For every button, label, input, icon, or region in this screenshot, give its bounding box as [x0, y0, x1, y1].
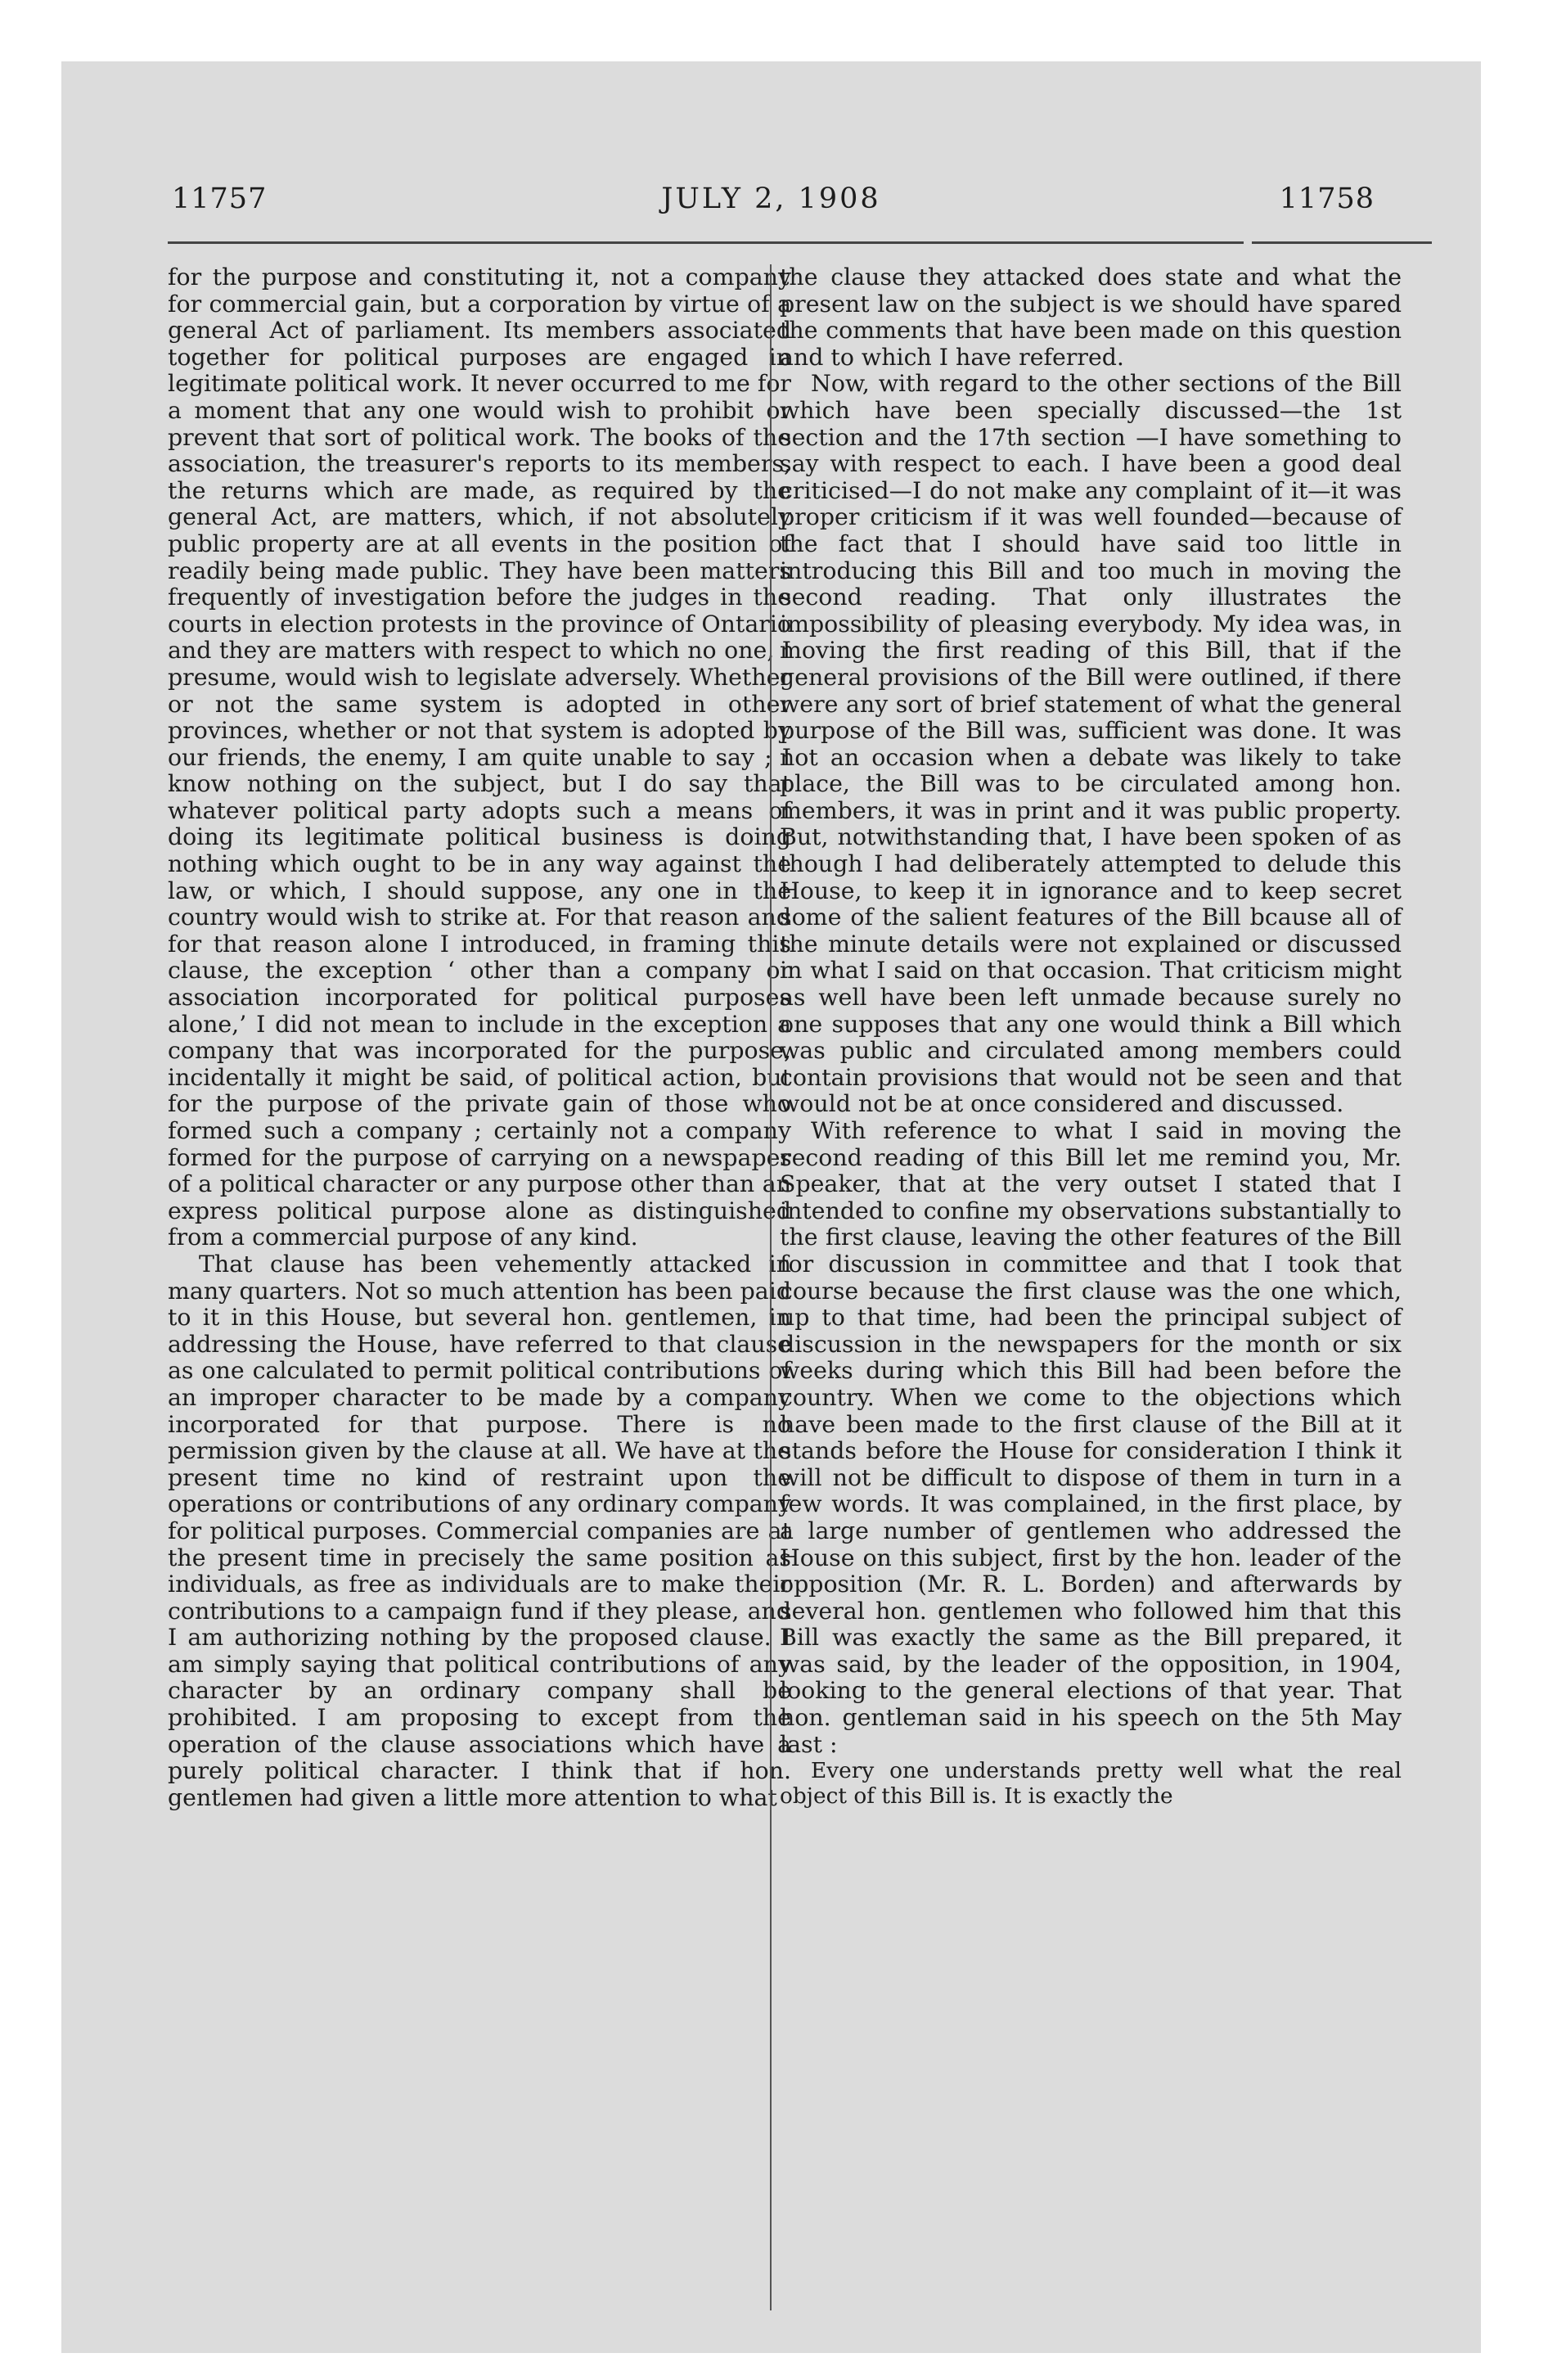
right-paragraph-3: With reference to what I said in moving the second reading of this Bill let me remind you, Mr. Speaker, that at the very outset I stated that I intended to confine my observations substantially to the first clause, leaving the other features of the Bill for discussion in committee and that I took that course because the first clause was the one which, up to that time, had been the principal subject of discussion in the newspapers for the month or six weeks during which this Bill had been before the country. When we come to the objections which have been made to the first clause of the Bill at it stands before the House for consideration I think it will not be difficult to dispose of them in turn in a few words. It was complained, in the first place, by a large number of gentlemen who addressed the House on this subject, first by the hon. leader of the opposition (Mr. R. L. Borden) and afterwards by several hon. gentlemen who followed him that this Bill was exactly the same as the Bill prepared, it was said, by the leader of the opposition, in 1904, looking to the general elections of that year. That hon. gentleman said in his speech on the 5th May last : — [780, 1117, 1402, 1758]
document-page — [61, 61, 1481, 2353]
right-column — [780, 264, 1402, 1809]
left-paragraph-2: That clause has been vehemently attacked in many quarters. Not so much attention has been paid to it in this House, but several hon. gentlemen, in addressing the House, have referred to that clause as one calculated to permit political contributions of an improper character to be made by a company incorporated for that purpose. There is no permission given by the clause at all. We have at the present time no kind of restraint upon the operations or contributions of any ordinary company for political purposes. Commercial companies are at the present time in precisely the same position as individuals, as free as individuals are to make their contributions to a campaign fund if they please, and I am authorizing nothing by the proposed clause. I am simply saying that political contributions of any character by an ordinary company shall be prohibited. I am proposing to except from the operation of the clause associations which have a purely political character. I think that if hon. gentlemen had given a little more attention to what — [168, 1250, 791, 1811]
page-date: JULY 2, 1908 — [661, 183, 881, 215]
left-paragraph-1: for the purpose and constituting it, not a company for commercial gain, but a corporation by virtue of a general Act of parliament. Its members associated together for political purposes are engaged in legitimate political work. It never occurred to me for a moment that any one would wish to prohibit or prevent that sort of political work. The books of the association, the treasurer's reports to its members, the returns which are made, as required by the general Act, are matters, which, if not absolutely public property are at all events in the position of readily being made public. They have been matters frequently of investigation before the judges in the courts in election protests in the province of Ontario and they are matters with respect to which no one, I presume, would wish to legislate adversely. Whether or not the same system is adopted in other provinces, whether or not that system is adopted by our friends, the enemy, I am quite unable to say ; I know nothing on the subject, but I do say that whatever political party adopts such a means of doing its legitimate political business is doing nothing which ought to be in any way against the law, or which, I should suppose, any one in the country would wish to strike at. For that reason and for that reason alone I introduced, in framing this clause, the exception ‘ other than a company or association incorporated for political purposes alone,’ I did not mean to include in the exception a company that was incorporated for the purpose, incidentally it might be said, of political action, but for the purpose of the private gain of those who formed such a company ; certainly not a company formed for the purpose of carrying on a newspaper of a political character or any purpose other than an express political purpose alone as distinguished from a commercial purpose of any kind. — [168, 264, 791, 1251]
right-page-number: 11758 — [1279, 183, 1375, 215]
quoted-speech: Every one understands pretty well what the real object of this Bill is. It is exactly the — [780, 1758, 1402, 1810]
column-divider — [770, 264, 772, 2310]
right-paragraph-2: Now, with regard to the other sections of the Bill which have been specially discussed—the 1st section and the 17th section —I have something to say with respect to each. I have been a good deal criticised—I do not make any complaint of it—it was proper criticism if it was well founded—because of the fact that I should have said too little in introducing this Bill and too much in moving the second reading. That only illustrates the impossibility of pleasing everybody. My idea was, in moving the first reading of this Bill, that if the general provisions of the Bill were outlined, if there were any sort of brief statement of what the general purpose of the Bill was, sufficient was done. It was not an occasion when a debate was likely to take place, the Bill was to be circulated among hon. members, it was in print and it was public property. But, notwithstanding that, I have been spoken of as though I had deliberately attempted to delude this House, to keep it in ignorance and to keep secret some of the salient features of the Bill bcause all of the minute details were not explained or discussed in what I said on that occasion. That criticism might as well have been left unmade because surely no one supposes that any one would think a Bill which was public and circulated among members could contain provisions that would not be seen and that would not be at once considered and discussed. — [780, 370, 1402, 1118]
right-paragraph-1: the clause they attacked does state and what the present law on the subject is we should have spared the comments that have been made on this question and to which I have referred. — [780, 264, 1402, 371]
header-rule-right — [1252, 241, 1432, 244]
left-column — [168, 264, 791, 1811]
header-rule-left — [168, 241, 1244, 244]
left-page-number: 11757 — [172, 183, 268, 215]
